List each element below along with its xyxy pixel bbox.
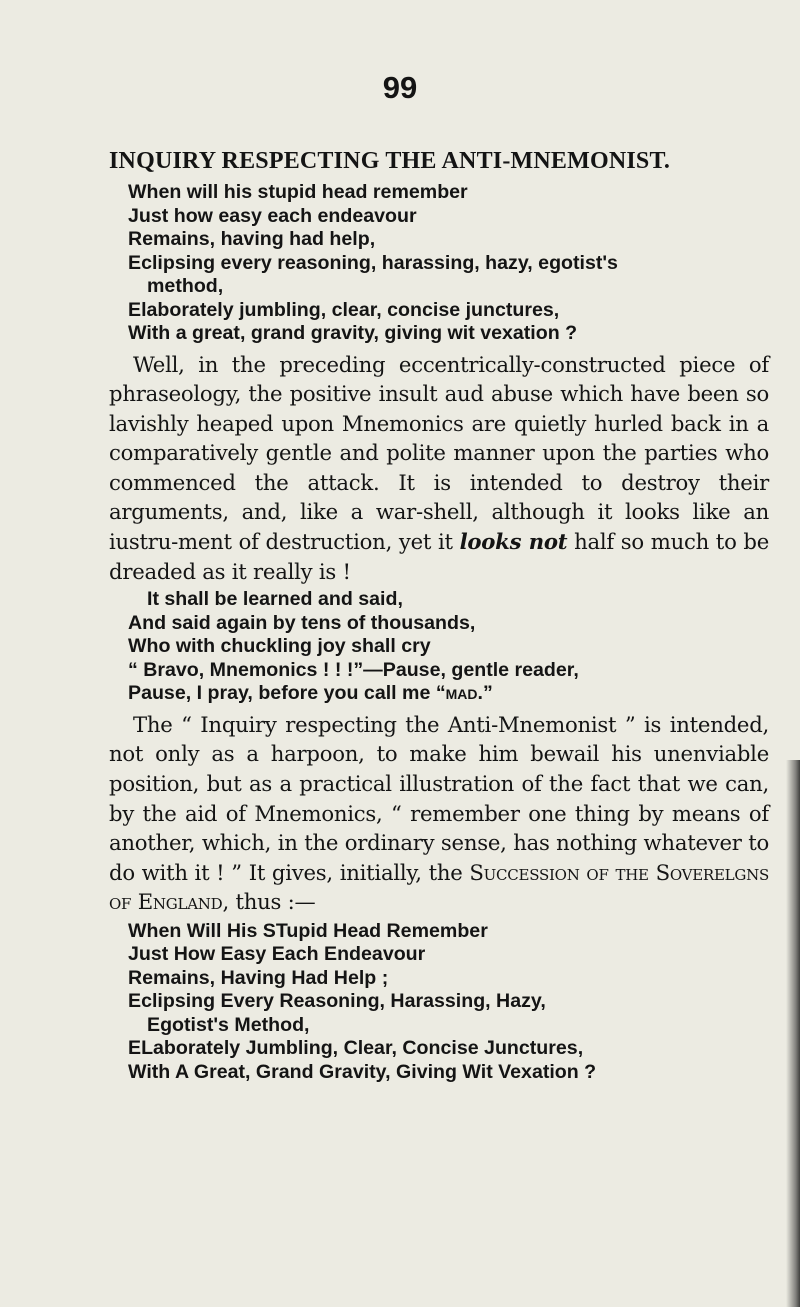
verse-block	[109, 181, 769, 346]
verse-line: Egotist's Method,	[147, 1013, 310, 1036]
verse-line: And said again by tens of thousands,	[128, 611, 476, 634]
prose-text: Well, in the preceding eccentrically-constructed piece of phraseology, the positive insult aud abuse which have been so lavishly heaped upon Mnemonics are quietly hurled back in a comparatively gentle and polite manner upon the parties who commenced the attack. It is intended to destroy their arguments, and, like a war-shell, although it looks like an iustru-ment of destruction, yet it	[109, 351, 769, 555]
prose-paragraph	[109, 350, 769, 587]
verse-text: Pause, I pray, before you call me “	[128, 682, 446, 705]
verse-line: When Will His STupid Head Remember	[128, 919, 488, 942]
verse-line: It shall be learned and said,	[147, 588, 403, 611]
verse-line: Eclipsing every reasoning, harassing, hazy, egotist's	[128, 251, 618, 274]
chapter-heading: INQUIRY RESPECTING THE ANTI-MNEMONIST.	[109, 148, 671, 174]
verse-line: Elaborately jumbling, clear, concise junctures,	[128, 298, 560, 321]
prose-text: The “ Inquiry respecting the Anti-Mnemonist ” is intended, not only as a harpoon, to make him bewail his unenviable position, but as a practical illustration of the fact that we can, by the aid of Mnemonics, “ remember one thing by means of another, which, in the ordinary sense, has nothing whatever to do with it ! ” It gives, initially, the	[109, 711, 769, 885]
emphasis-text: looks not	[459, 529, 568, 555]
verse-line: ELaborately Jumbling, Clear, Concise Junctures,	[128, 1037, 584, 1060]
verse-line: With a great, grand gravity, giving wit vexation ?	[128, 322, 578, 344]
verse-line: Who with chuckling joy shall cry	[128, 635, 431, 658]
verse-line: Remains, having had help,	[128, 228, 376, 250]
prose-text: , thus :—	[222, 889, 316, 915]
verse-line: Remains, Having Had Help ;	[128, 966, 389, 989]
verse-line: Eclipsing Every Reasoning, Harassing, Hazy,	[128, 990, 546, 1013]
verse-line: method,	[147, 275, 224, 297]
verse-line: Just how easy each endeavour	[128, 204, 417, 227]
page-edge-shadow	[786, 760, 800, 1307]
smallcaps-text: Succession of the Soverelgns of England	[109, 859, 769, 915]
page-content	[109, 148, 769, 1084]
verse-line: “ Bravo, Mnemonics ! ! !”—Pause, gentle reader,	[128, 658, 579, 681]
verse-block	[109, 588, 769, 706]
verse-line	[128, 682, 769, 706]
verse-line: When will his stupid head remember	[128, 181, 468, 203]
smallcaps-text: mad	[445, 682, 478, 705]
verse-line: With A Great, Grand Gravity, Giving Wit Vexation ?	[128, 1060, 597, 1083]
verse-text: .”	[477, 682, 493, 705]
prose-paragraph	[109, 710, 769, 917]
page-number: 99	[382, 70, 418, 105]
verse-block	[109, 920, 769, 1085]
prose-text: half so much to be dreaded as it really is !	[109, 529, 769, 584]
verse-line: Just How Easy Each Endeavour	[128, 943, 426, 966]
